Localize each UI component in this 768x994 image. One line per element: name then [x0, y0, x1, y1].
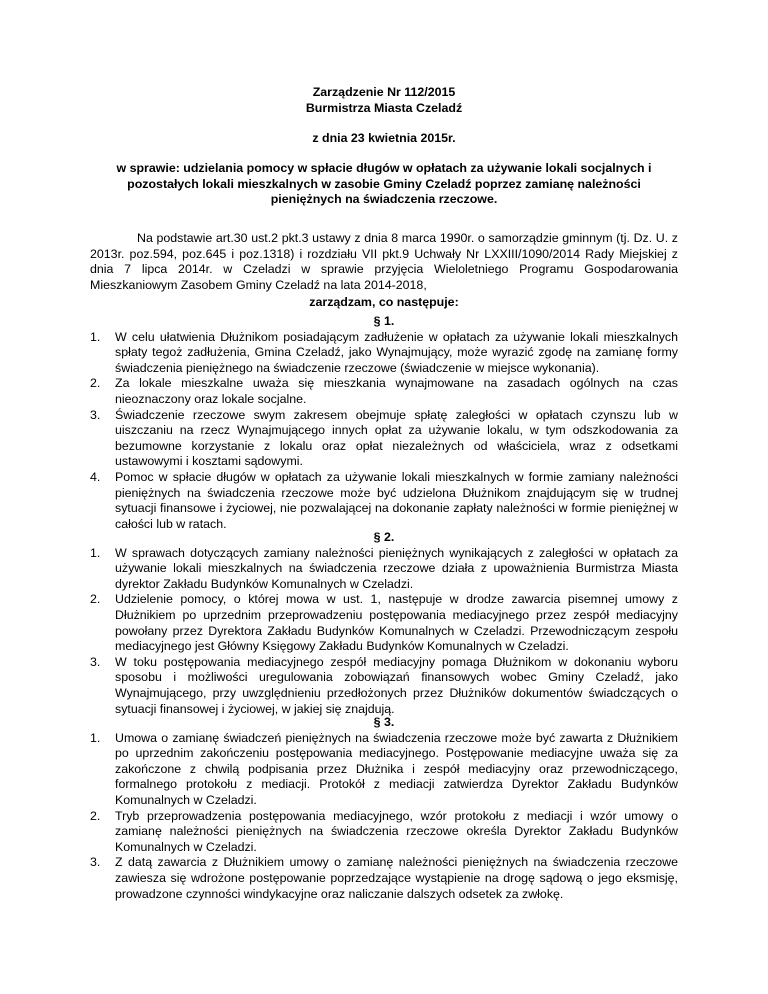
section-3 — [90, 715, 678, 902]
document-title — [0, 85, 768, 116]
section-heading: § 3. — [373, 715, 395, 729]
document-date: z dnia 23 kwietnia 2015r. — [312, 131, 456, 145]
list-item — [90, 546, 678, 593]
item-text: Z datą zawarcia z Dłużnikiem umowy o zamianę należności pieniężnych na świadczenia rzeczowe zawiesza się wdrożone postępowanie poprzedzające wystąpienie na drogę sądową o jego eksmisję, prowadzone czynności windykacyjne oraz naliczanie dalszych odsetek za zwłokę. — [115, 855, 678, 901]
item-number: 4. — [90, 469, 101, 484]
section-heading: § 2. — [373, 530, 395, 544]
list-item — [90, 855, 678, 902]
section-heading: § 1. — [373, 314, 395, 328]
section-items — [90, 731, 678, 903]
section-2 — [90, 530, 678, 717]
item-text: Za lokale mieszkalne uważa się mieszkania wynajmowane na zasadach ogólnych na czas nieoznaczony oraz lokale socjalne. — [115, 376, 678, 406]
title-line-1: Zarządzenie Nr 112/2015 — [312, 85, 456, 99]
item-text: Tryb przeprowadzenia postępowania mediacyjnego, wzór protokołu z mediacji i wzór umowy o zamianę należności pieniężnych na świadczenia rzeczowe określa Dyrektor Zakładu Budynków Komunalnych w Czeladzi. — [115, 808, 678, 854]
legal-basis-text: Na podstawie art.30 ust.2 pkt.3 ustawy z dnia 8 marca 1990r. o samorządzie gminnym (tj. Dz. U. z 2013r. poz.594, poz.645 i poz.1318) i rozdziału VII pkt.9 Uchwały Nr LXXIII/1090/2014 Rady Miejskiej z dnia 7 lipca 2014r. w Czeladzi w sprawie przyjęcia Wieloletniego Programu Gospodarowania Mieszkaniowym Zasobem Gminy Czeladź na lata 2014-2018, — [90, 231, 678, 292]
legal-basis-paragraph — [90, 231, 678, 293]
item-number: 3. — [90, 654, 101, 669]
item-number: 2. — [90, 592, 101, 607]
list-item — [90, 376, 678, 407]
list-item — [90, 592, 678, 654]
item-number: 2. — [90, 808, 101, 823]
item-number: 1. — [90, 545, 101, 560]
item-number: 1. — [90, 329, 101, 344]
item-text: W sprawach dotyczących zamiany należności pieniężnych wynikających z zaległości w opłatach za używanie lokali mieszkalnych na świadczenia rzeczowe działa z upoważnienia Burmistrza Miasta dyrektor Zakładu Budynków Komunalnych w Czeladzi. — [115, 545, 678, 591]
document-subject: w sprawie: udzielania pomocy w spłacie długów w opłatach za używanie lokali socjalnych i pozostałych lokali mieszkalnych w zasobie Gminy Czeladź poprzez zamianę należności pieniężnych na świadczenia rzeczowe. — [116, 161, 652, 207]
item-text: W toku postępowania mediacyjnego zespół mediacyjny pomaga Dłużnikom w dokonaniu wyboru sposobu i możliwości uregulowania zobowiązań finansowych wobec Gminy Czeladź, jako Wynajmującego, przy uwzględnieniu przedłożonych przez Dłużników dokumentów świadczących o sytuacji finansowej i życiowej, w jakiej się znajdują. — [115, 654, 678, 716]
item-text: Udzielenie pomocy, o której mowa w ust. 1, następuje w drodze zawarcia pisemnej umowy z Dłużnikiem po uprzednim przeprowadzeniu postępowania mediacyjnego przez zespół mediacyjny powołany przez Dyrektora Zakładu Budynków Komunalnych w Czeladzi. Przewodniczącym zespołu mediacyjnego jest Główny Księgowy Zakładu Budynków Komunalnych w Czeladzi. — [115, 592, 678, 654]
list-item — [90, 731, 678, 809]
list-item — [90, 809, 678, 856]
item-number: 3. — [90, 407, 101, 422]
item-text: W celu ułatwienia Dłużnikom posiadającym zadłużenie w opłatach za używanie lokali mieszkalnych spłaty tegoż zadłużenia, Gmina Czeladź, jako Wynajmujący, może wyrazić zgodę na zamianę formy świadczenia pieniężnego na świadczenie rzeczowe (świadczenie w miejsce wykonania). — [115, 329, 678, 375]
item-text: Świadczenie rzeczowe swym zakresem obejmuje spłatę zaległości w opłatach czynszu lub w uiszczaniu na rzecz Wynajmującego innych opłat za używanie lokalu, w tym odszkodowania za bezumowne korzystanie z lokalu oraz opłat niezależnych od właściciela, wraz z odsetkami ustawowymi i kosztami sądowymi. — [115, 407, 678, 469]
item-text: Pomoc w spłacie długów w opłatach za używanie lokali mieszkalnych w formie zamiany należności pieniężnych na świadczenia rzeczowe może być udzielona Dłużnikom znajdującym się w trudnej sytuacji finansowe i życiowej, nie pozwalającej na dokonanie zapłaty należności w formie pieniężnej w całości lub w ratach. — [115, 469, 678, 531]
item-text: Umowa o zamianę świadczeń pieniężnych na świadczenia rzeczowe może być zawarta z Dłużnikiem po uprzednim zakończeniu postępowania mediacyjnego. Postępowanie mediacyjne uważa się za zakończone z chwilą podpisania przez Dłużnika i zespół mediacyjny oraz przewodniczącego, formalnego protokołu z mediacji. Protokół z mediacji zatwierdza Dyrektor Zakładu Budynków Komunalnych w Czeladzi. — [115, 730, 678, 807]
list-item — [90, 470, 678, 532]
list-item — [90, 655, 678, 717]
item-number: 2. — [90, 376, 101, 391]
list-item — [90, 330, 678, 377]
item-number: 3. — [90, 855, 101, 870]
decree-line: zarządzam, co następuje: — [309, 295, 459, 309]
section-1 — [90, 314, 678, 532]
section-items — [90, 546, 678, 718]
title-line-2: Burmistrza Miasta Czeladź — [305, 100, 463, 115]
list-item — [90, 408, 678, 470]
section-items — [90, 330, 678, 533]
item-number: 1. — [90, 730, 101, 745]
